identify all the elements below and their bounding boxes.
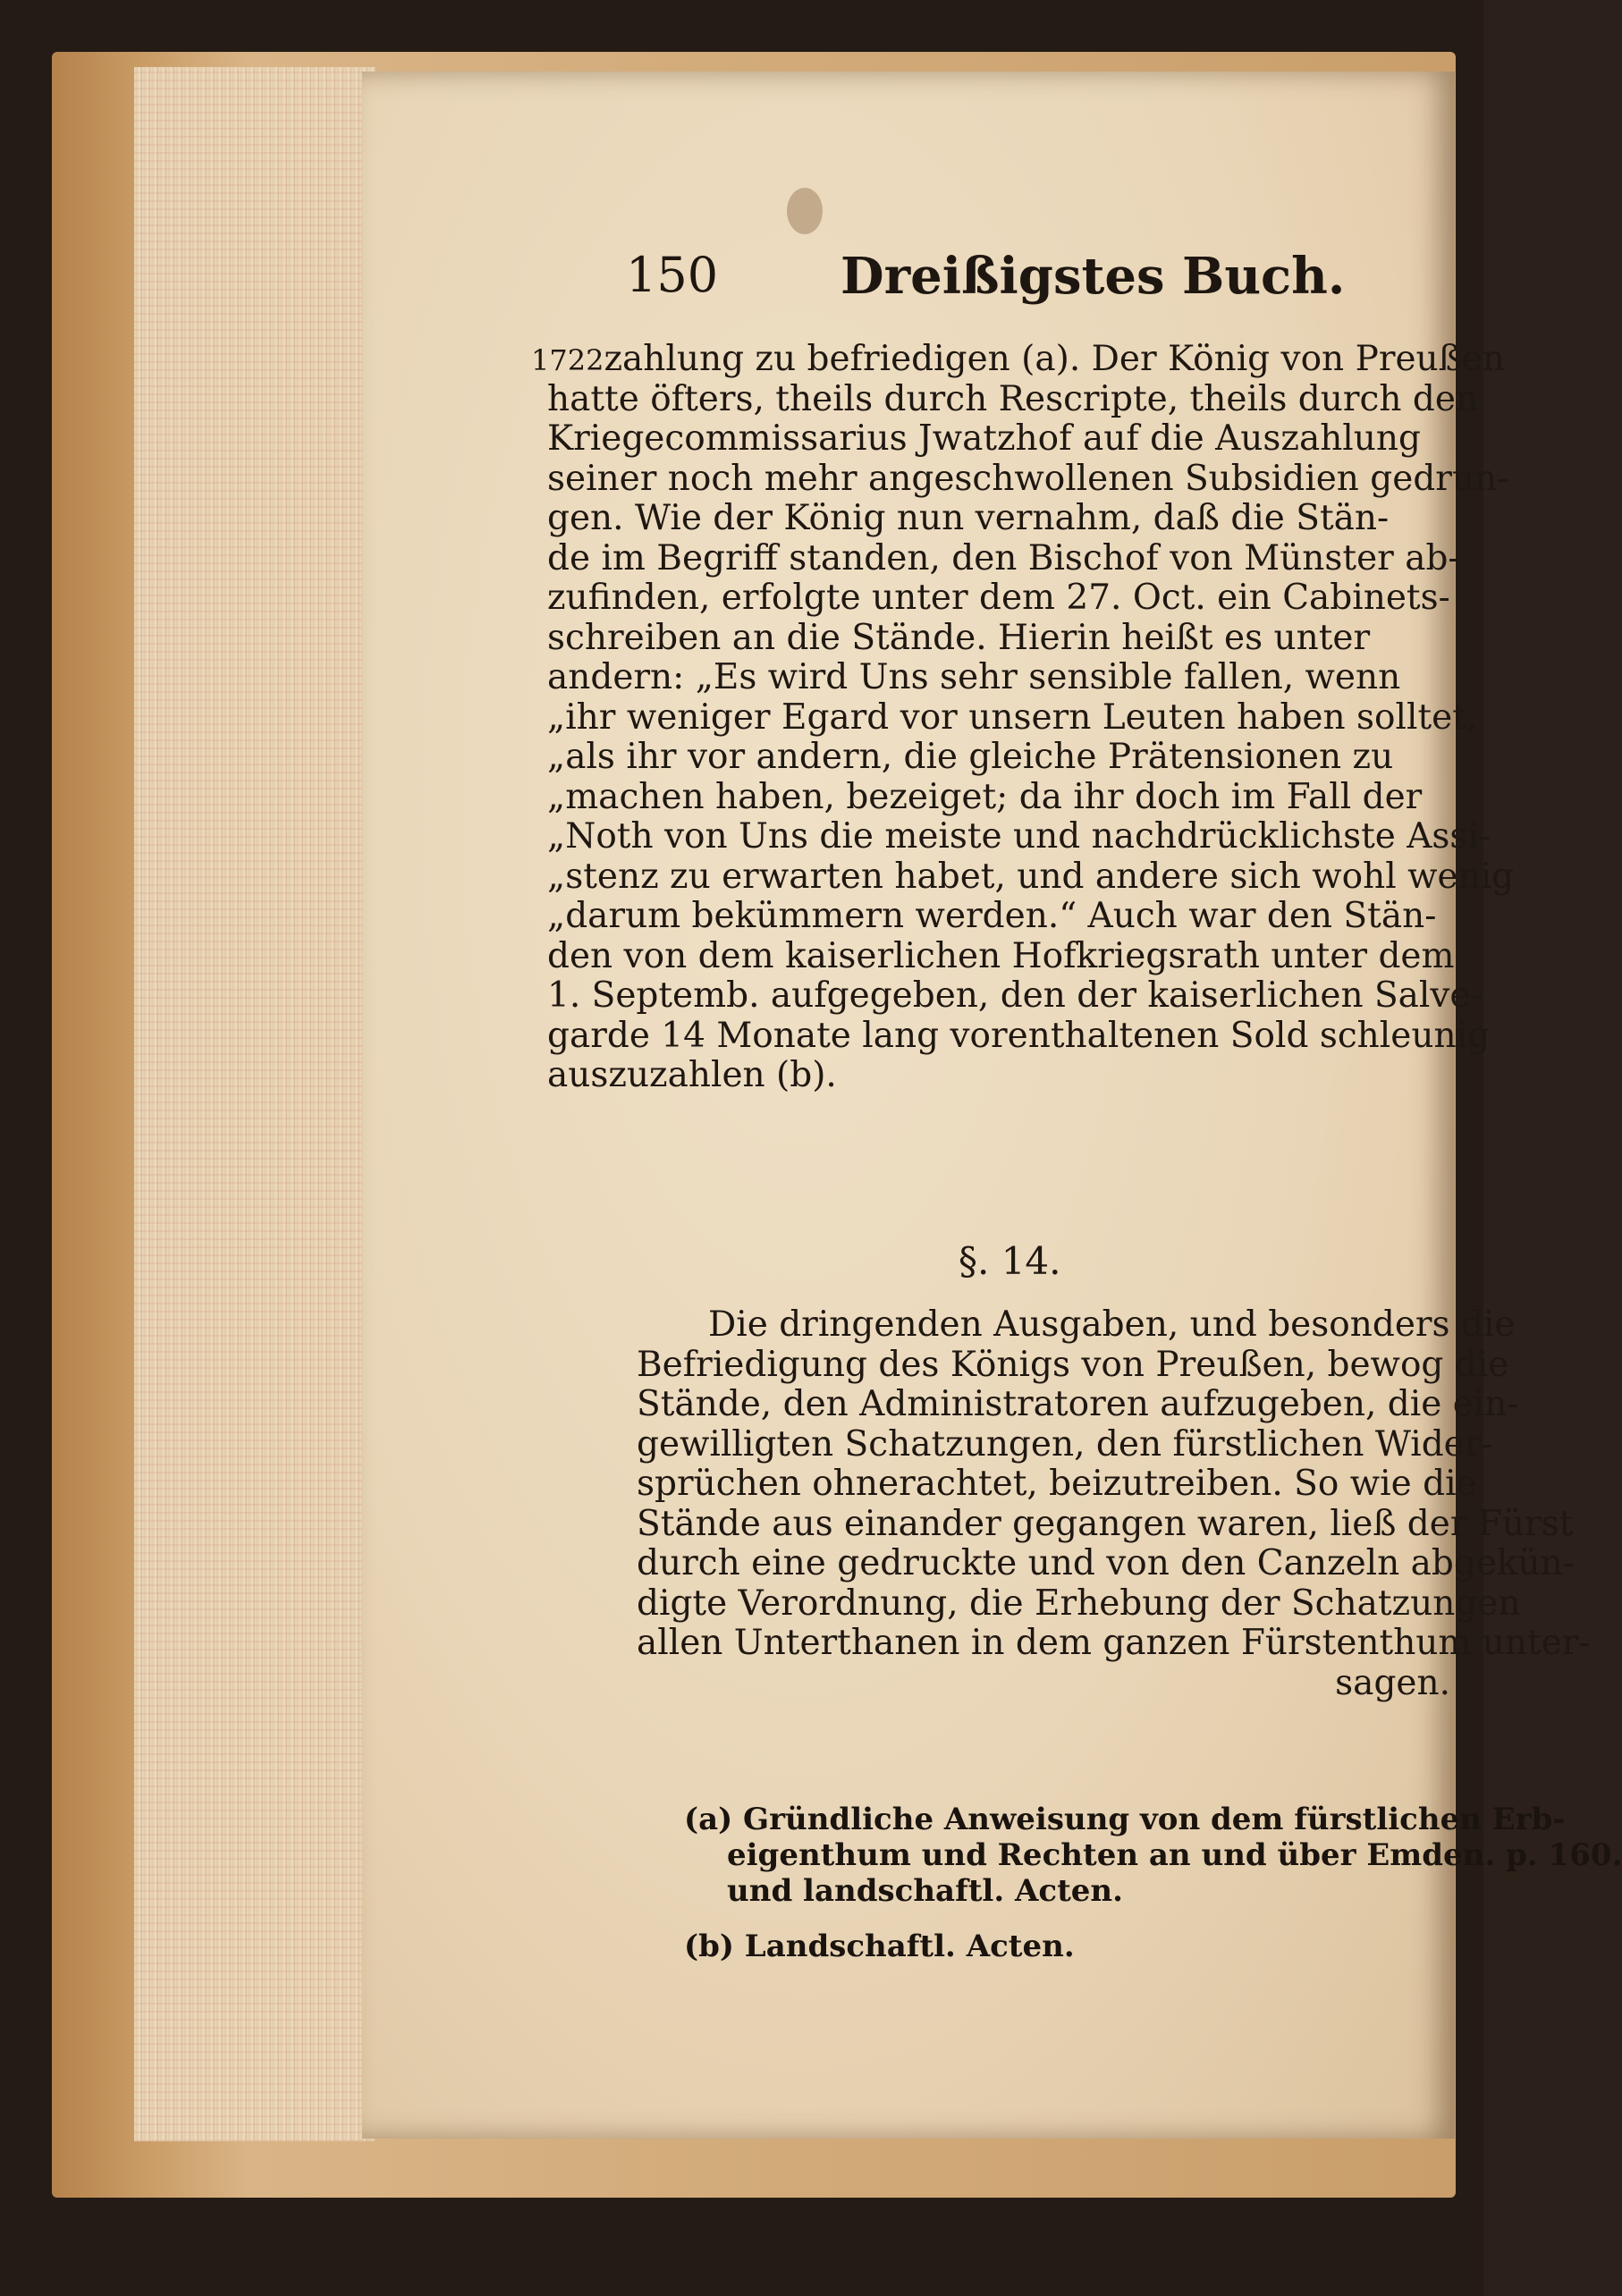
text-line: 1722zahlung zu befriedigen (a). Der König von Preußen — [531, 339, 1505, 379]
text-line: Stände aus einander gegangen waren, ließ der Fürst — [637, 1503, 1574, 1544]
ink-stain — [787, 188, 823, 234]
text-line: „als ihr vor andern, die gleiche Prätensionen zu — [547, 737, 1394, 777]
text-line: hatte öfters, theils durch Rescripte, theils durch den — [547, 378, 1479, 419]
text-line: digte Verordnung, die Erhebung der Schatzungen — [637, 1583, 1521, 1624]
page-header — [626, 247, 1413, 318]
footnote-a-line: (a) Gründliche Anweisung von dem fürstlichen Erb- — [684, 1802, 1566, 1837]
text-line: de im Begriff standen, den Bischof von Münster ab- — [547, 537, 1460, 578]
text-line: gen. Wie der König nun vernahm, daß die Stän- — [547, 498, 1390, 538]
margin-year: 1722 — [531, 343, 604, 377]
text-line: andern: „Es wird Uns sehr sensible fallen, wenn — [547, 657, 1401, 697]
text-line: Kriegecommissarius Jwatzhof auf die Auszahlung — [547, 418, 1421, 459]
footnote-a-line: und landschaftl. Acten. — [727, 1873, 1123, 1909]
text-line: Stände, den Administratoren aufzugeben, die ein- — [637, 1384, 1519, 1424]
text-line: durch eine gedruckte und von den Canzeln abgekün- — [637, 1543, 1575, 1583]
text-line: „stenz zu erwarten habet, und andere sich wohl wenig — [547, 856, 1515, 897]
page-edges — [134, 67, 376, 2141]
text-line: auszuzahlen (b). — [547, 1055, 837, 1095]
text-line: den von dem kaiserlichen Hofkriegsrath unter dem — [547, 935, 1455, 976]
paragraph-2 — [637, 1304, 1591, 1703]
text-line: 1. Septemb. aufgegeben, den der kaiserlichen Salve- — [547, 975, 1483, 1016]
footnote-b: (b) Landschaftl. Acten. — [684, 1929, 1075, 1964]
paragraph-1 — [531, 339, 1515, 1096]
footnote-a-line: eigenthum und Rechten an und über Emden. p. 160. — [727, 1837, 1622, 1873]
text-line: „ihr weniger Egard vor unsern Leuten haben solltet, — [547, 696, 1478, 738]
text-line: „Noth von Uns die meiste und nachdrücklichste Assi- — [547, 816, 1491, 857]
text-line: zufinden, erfolgte unter dem 27. Oct. ein Cabinets- — [547, 578, 1450, 618]
page-number: 150 — [626, 247, 719, 303]
text-line: „machen haben, bezeiget; da ihr doch im Fall der — [547, 776, 1423, 817]
text-line: garde 14 Monate lang vorenthaltenen Sold schleunig — [547, 1015, 1491, 1056]
text-line: gewilligten Schatzungen, den fürstlichen Wider- — [637, 1423, 1493, 1465]
text-line: Die dringenden Ausgaben, und besonders die — [708, 1304, 1516, 1345]
text-line: allen Unterthanen in dem ganzen Fürstenthum unter- — [637, 1623, 1591, 1663]
text-line: seiner noch mehr angeschwollenen Subsidien gedrun- — [547, 458, 1509, 499]
text-line: sprüchen ohnerachtet, beizutreiben. So wie die — [637, 1464, 1477, 1504]
text-line: „darum bekümmern werden.“ Auch war den Stän- — [547, 896, 1437, 936]
text-line: Befriedigung des Königs von Preußen, bewog die — [637, 1344, 1509, 1385]
section-heading: §. 14. — [959, 1239, 1061, 1283]
text-line: schreiben an die Stände. Hierin heißt es unter — [547, 617, 1371, 658]
running-title: Dreißigstes Buch. — [841, 247, 1346, 306]
text-line: sagen. — [1335, 1662, 1450, 1703]
footnotes — [684, 1802, 1622, 1964]
